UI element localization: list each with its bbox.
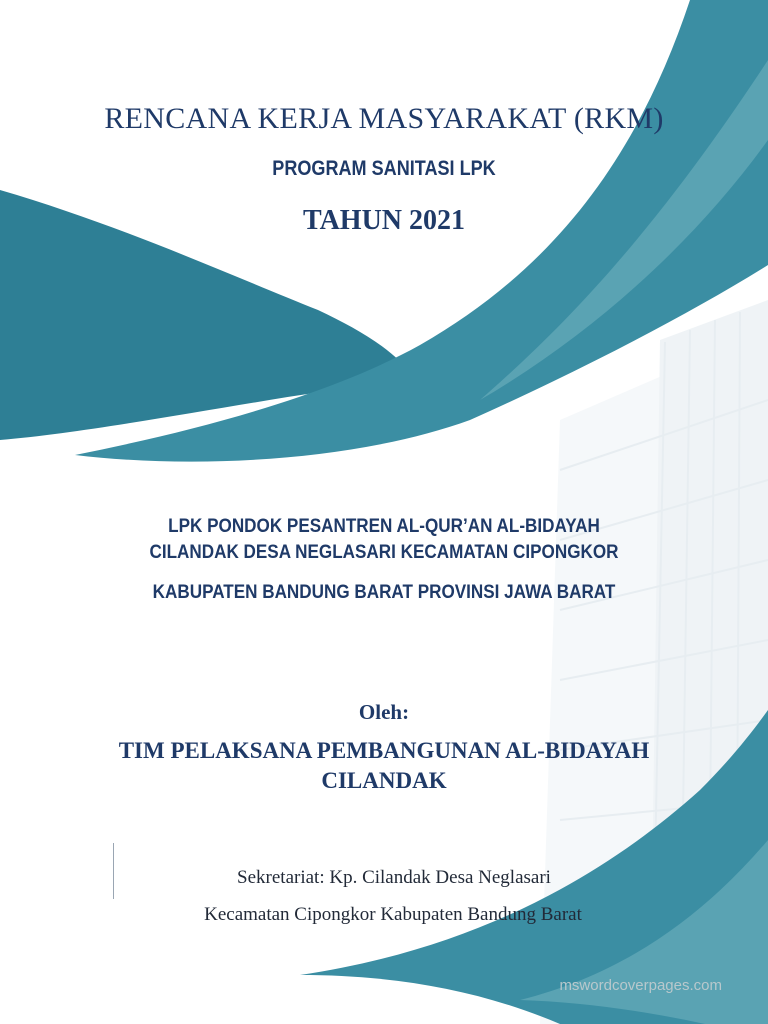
team-name-line-2: CILANDAK — [321, 768, 447, 793]
location-line-1: LPK PONDOK PESANTREN AL-QUR’AN AL-BIDAYAH — [168, 516, 600, 537]
watermark-text: mswordcoverpages.com — [559, 977, 722, 994]
secretariat-line-2: Kecamatan Cipongkor Kabupaten Bandung Barat — [204, 904, 582, 925]
by-label: Oleh: — [358, 700, 410, 724]
secretariat-line-1: Sekretariat: Kp. Cilandak Desa Neglasari — [237, 867, 551, 888]
document-subtitle: PROGRAM SANITASI LPK — [272, 157, 496, 180]
location-line-3: KABUPATEN BANDUNG BARAT PROVINSI JAWA BARAT — [152, 582, 616, 603]
team-name-line-1: TIM PELAKSANA PEMBANGUNAN AL-BIDAYAH — [118, 738, 650, 763]
document-year: TAHUN 2021 — [302, 205, 466, 236]
document-title: RENCANA KERJA MASYARAKAT (RKM) — [104, 102, 664, 135]
location-line-2: CILANDAK DESA NEGLASARI KECAMATAN CIPONGKOR — [149, 542, 619, 563]
